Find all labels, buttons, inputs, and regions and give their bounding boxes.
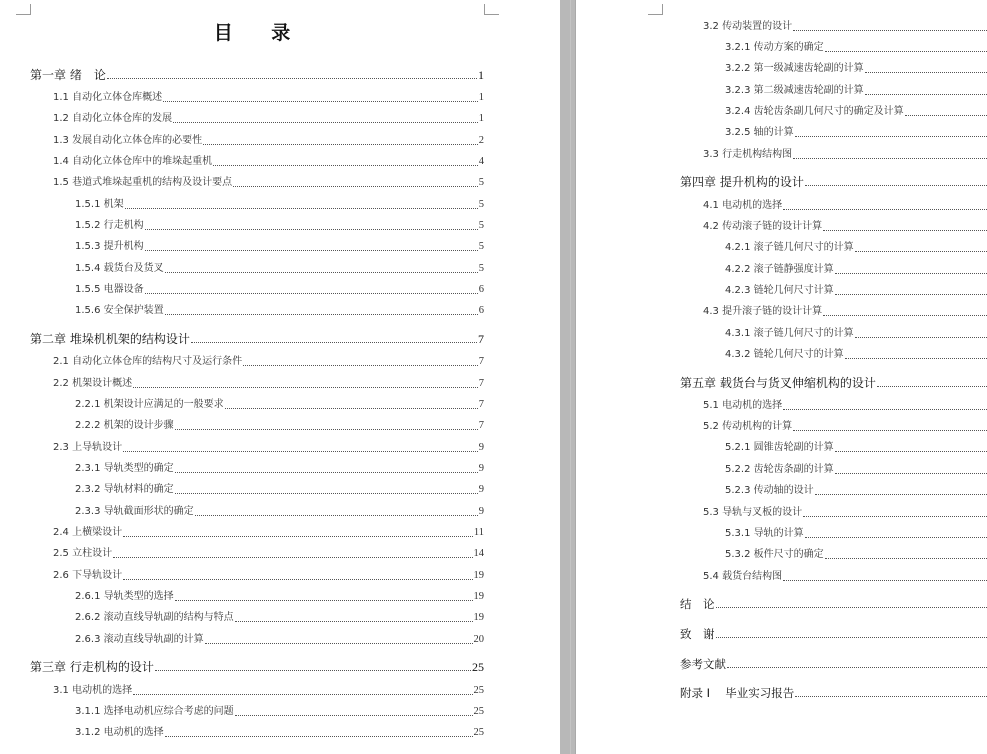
dot-leader — [825, 558, 987, 559]
toc-entry[interactable] — [75, 726, 484, 740]
toc-chapter-entry[interactable] — [680, 376, 987, 390]
toc-entry[interactable] — [75, 505, 484, 519]
dot-leader — [855, 251, 987, 252]
dot-leader — [865, 72, 987, 73]
toc-entry[interactable] — [75, 304, 484, 318]
toc-page-number: 6 — [478, 284, 484, 295]
toc-entry-title: 5.1 电动机的选择 — [703, 400, 783, 411]
toc-entry[interactable] — [53, 684, 484, 698]
dot-leader — [835, 273, 987, 274]
toc-entry-title: 2.3.1 导轨类型的确定 — [75, 463, 174, 474]
toc-page-number: 1 — [478, 68, 484, 82]
toc-entry-title: 1.4 自动化立体仓库中的堆垛起重机 — [53, 156, 213, 167]
dot-leader — [175, 600, 473, 601]
toc-entry-title: 2.5 立柱设计 — [53, 548, 113, 559]
toc-page-number: 19 — [473, 570, 484, 581]
toc-page-number: 9 — [478, 484, 484, 495]
toc-entry-title: 参考文献 — [680, 657, 726, 671]
toc-entry-title: 3.1.2 电动机的选择 — [75, 727, 164, 738]
toc-entry-title: 4.2.3 链轮几何尺寸计算 — [725, 285, 834, 296]
toc-entry[interactable] — [725, 284, 987, 298]
toc-entry-title: 4.2.1 滚子链几何尺寸的计算 — [725, 242, 854, 253]
dot-leader — [835, 473, 987, 474]
toc-entry-title: 结 论 — [680, 597, 715, 611]
toc-chapter-entry[interactable] — [30, 660, 484, 674]
dot-leader — [815, 494, 987, 495]
toc-entry[interactable] — [703, 420, 987, 434]
toc-entry-title: 1.2 自动化立体仓库的发展 — [53, 113, 173, 124]
dot-leader — [175, 472, 478, 473]
toc-entry-title: 5.3.2 板件尺寸的确定 — [725, 549, 824, 560]
toc-entry-title: 5.3.1 导轨的计算 — [725, 528, 804, 539]
dot-leader — [783, 209, 987, 210]
dot-leader — [165, 272, 478, 273]
dot-leader — [123, 579, 472, 580]
toc-chapter-entry[interactable] — [30, 68, 484, 82]
toc-entry[interactable] — [53, 134, 484, 148]
toc-entry[interactable] — [725, 484, 987, 498]
toc-entry-title: 1.5.1 机架 — [75, 199, 124, 210]
dot-leader — [145, 250, 478, 251]
toc-page-number: 5 — [478, 177, 484, 188]
toc-entry[interactable] — [703, 199, 987, 213]
dot-leader — [145, 229, 478, 230]
dot-leader — [716, 637, 987, 638]
toc-page-number: 25 — [472, 660, 484, 674]
dot-leader — [795, 136, 987, 137]
toc-entry-title: 2.3 上导轨设计 — [53, 442, 123, 453]
dot-leader — [803, 516, 987, 517]
toc-entry[interactable] — [725, 241, 987, 255]
toc-entry[interactable] — [53, 355, 484, 369]
dot-leader — [165, 314, 478, 315]
toc-entry-title: 3.2 传动装置的设计 — [703, 21, 793, 32]
toc-entry[interactable] — [75, 590, 484, 604]
toc-entry-title: 2.2.2 机架的设计步骤 — [75, 420, 174, 431]
toc-entry-title: 5.4 载货台结构图 — [703, 571, 783, 582]
toc-entry[interactable] — [53, 155, 484, 169]
toc-entry[interactable] — [75, 462, 484, 476]
page-gutter — [560, 0, 576, 754]
toc-entry-title: 第三章 行走机构的设计 — [30, 660, 154, 674]
toc-entry[interactable] — [53, 526, 484, 540]
dot-leader — [195, 515, 478, 516]
dot-leader — [835, 294, 987, 295]
dot-leader — [191, 342, 477, 343]
toc-entry[interactable] — [680, 627, 987, 641]
dot-leader — [825, 51, 987, 52]
dot-leader — [155, 670, 471, 671]
toc-entry-title: 2.6.2 滚动直线导轨副的结构与特点 — [75, 612, 234, 623]
toc-page-number: 1 — [478, 113, 484, 124]
toc-entry[interactable] — [725, 441, 987, 455]
dot-leader — [845, 358, 987, 359]
toc-entry-title: 2.6.3 滚动直线导轨副的计算 — [75, 634, 204, 645]
dot-leader — [225, 408, 478, 409]
toc-entry[interactable] — [53, 441, 484, 455]
dot-leader — [795, 696, 987, 697]
toc-page-number: 2 — [478, 135, 484, 146]
toc-entry-title: 3.2.2 第一级减速齿轮副的计算 — [725, 63, 864, 74]
toc-entry-title: 4.1 电动机的选择 — [703, 200, 783, 211]
toc-entry[interactable] — [703, 506, 987, 520]
dot-leader — [175, 493, 478, 494]
toc-entry-title: 1.5.6 安全保护装置 — [75, 305, 164, 316]
toc-entry[interactable] — [75, 219, 484, 233]
toc-entry[interactable] — [703, 148, 987, 162]
toc-entry-title: 致 谢 — [680, 627, 715, 641]
dot-leader — [905, 115, 987, 116]
toc-page-number: 1 — [478, 92, 484, 103]
toc-page-number: 25 — [473, 685, 484, 696]
dot-leader — [716, 607, 987, 608]
dot-leader — [175, 429, 478, 430]
toc-entry-title: 4.3 提升滚子链的设计计算 — [703, 306, 823, 317]
toc-page-number: 6 — [478, 305, 484, 316]
toc-entry[interactable] — [53, 91, 484, 105]
toc-page-number: 5 — [478, 220, 484, 231]
dot-leader — [133, 387, 478, 388]
toc-entry[interactable] — [703, 220, 987, 234]
toc-page-number: 9 — [478, 442, 484, 453]
toc-entry[interactable] — [725, 463, 987, 477]
toc-entry[interactable] — [725, 126, 987, 140]
dot-leader — [125, 208, 478, 209]
toc-page-number: 7 — [478, 356, 484, 367]
toc-entry[interactable] — [75, 483, 484, 497]
toc-page-number: 25 — [473, 706, 484, 717]
toc-entry-title: 2.2.1 机架设计应满足的一般要求 — [75, 399, 224, 410]
toc-entry-title: 5.3 导轨与叉板的设计 — [703, 507, 803, 518]
toc-entry-title: 1.5.3 提升机构 — [75, 241, 144, 252]
toc-entry-title: 3.1.1 选择电动机应综合考虑的问题 — [75, 706, 234, 717]
toc-entry-title: 1.5.5 电器设备 — [75, 284, 144, 295]
dot-leader — [173, 122, 478, 123]
toc-entry-title: 1.5.2 行走机构 — [75, 220, 144, 231]
toc-entry-title: 2.3.2 导轨材料的确定 — [75, 484, 174, 495]
toc-entry[interactable] — [75, 611, 484, 625]
toc-chapter-entry[interactable] — [30, 332, 484, 346]
toc-entry[interactable] — [53, 176, 484, 190]
toc-entry[interactable] — [703, 570, 987, 584]
dot-leader — [113, 557, 472, 558]
toc-entry-title: 第二章 堆垛机机架的结构设计 — [30, 332, 190, 346]
toc-entry-title: 第四章 提升机构的设计 — [680, 175, 804, 189]
toc-entry[interactable] — [680, 686, 987, 700]
toc-entry[interactable] — [725, 263, 987, 277]
toc-entry[interactable] — [75, 198, 484, 212]
toc-entry[interactable] — [75, 240, 484, 254]
toc-entry-title: 2.1 自动化立体仓库的结构尺寸及运行条件 — [53, 356, 243, 367]
toc-entry[interactable] — [75, 705, 484, 719]
dot-leader — [213, 165, 478, 166]
toc-page-number: 11 — [473, 527, 484, 538]
toc-entry-title: 5.2.3 传动轴的设计 — [725, 485, 814, 496]
toc-page-number: 25 — [473, 727, 484, 738]
toc-entry-title: 2.2 机架设计概述 — [53, 378, 133, 389]
dot-leader — [107, 78, 477, 79]
dot-leader — [205, 643, 473, 644]
toc-page-number: 5 — [478, 241, 484, 252]
toc-entry-title: 1.5 巷道式堆垛起重机的结构及设计要点 — [53, 177, 233, 188]
toc-page-number: 9 — [478, 463, 484, 474]
dot-leader — [235, 621, 473, 622]
toc-page-number: 4 — [478, 156, 484, 167]
dot-leader — [793, 158, 987, 159]
toc-entry[interactable] — [725, 62, 987, 76]
toc-page-number: 9 — [478, 506, 484, 517]
dot-leader — [865, 94, 987, 95]
dot-leader — [823, 230, 987, 231]
toc-entry-title: 3.2.3 第二级减速齿轮副的计算 — [725, 85, 864, 96]
toc-entry-title: 4.2.2 滚子链静强度计算 — [725, 264, 834, 275]
toc-entry-title: 1.1 自动化立体仓库概述 — [53, 92, 163, 103]
toc-page-number: 7 — [478, 399, 484, 410]
dot-leader — [123, 536, 473, 537]
toc-entry[interactable] — [703, 305, 987, 319]
toc-entry[interactable] — [75, 262, 484, 276]
toc-entry[interactable] — [725, 84, 987, 98]
toc-entry-title: 3.1 电动机的选择 — [53, 685, 133, 696]
margin-corner-mark — [648, 4, 663, 15]
dot-leader — [805, 185, 987, 186]
toc-entry[interactable] — [53, 112, 484, 126]
toc-entry[interactable] — [725, 527, 987, 541]
dot-leader — [823, 315, 987, 316]
dot-leader — [855, 337, 987, 338]
toc-entry-title: 1.5.4 载货台及货叉 — [75, 263, 164, 274]
toc-entry[interactable] — [725, 548, 987, 562]
dot-leader — [165, 736, 473, 737]
toc-entry-title: 5.2 传动机构的计算 — [703, 421, 793, 432]
dot-leader — [793, 430, 987, 431]
toc-page-number: 7 — [478, 378, 484, 389]
toc-entry-title: 3.2.4 齿轮齿条副几何尺寸的确定及计算 — [725, 106, 904, 117]
toc-entry-title: 2.3.3 导轨截面形状的确定 — [75, 506, 194, 517]
toc-entry[interactable] — [725, 348, 987, 362]
dot-leader — [163, 101, 478, 102]
toc-entry[interactable] — [75, 398, 484, 412]
dot-leader — [133, 694, 472, 695]
toc-entry-title: 1.3 发展自动化立体仓库的必要性 — [53, 135, 203, 146]
toc-page-number: 5 — [478, 263, 484, 274]
toc-entry[interactable] — [680, 597, 987, 611]
document-page-right — [576, 0, 987, 754]
toc-entry-title: 第五章 载货台与货叉伸缩机构的设计 — [680, 376, 876, 390]
dot-leader — [805, 537, 987, 538]
dot-leader — [793, 30, 987, 31]
toc-entry[interactable] — [53, 569, 484, 583]
toc-entry[interactable] — [725, 327, 987, 341]
toc-entry[interactable] — [725, 41, 987, 55]
toc-entry[interactable] — [703, 399, 987, 413]
dot-leader — [783, 580, 987, 581]
toc-entry-title: 3.2.1 传动方案的确定 — [725, 42, 824, 53]
dot-leader — [727, 667, 987, 668]
toc-entry-title: 4.2 传动滚子链的设计计算 — [703, 221, 823, 232]
margin-corner-mark — [16, 4, 31, 15]
toc-entry[interactable] — [725, 105, 987, 119]
dot-leader — [145, 293, 478, 294]
dot-leader — [203, 144, 478, 145]
toc-page-number: 7 — [478, 420, 484, 431]
toc-entry-title: 3.2.5 轴的计算 — [725, 127, 794, 138]
toc-entry-title: 5.2.1 圆锥齿轮副的计算 — [725, 442, 834, 453]
toc-page-number: 7 — [478, 332, 484, 346]
toc-entry[interactable] — [53, 547, 484, 561]
toc-entry-title: 附录 I 毕业实习报告 — [680, 686, 795, 700]
toc-entry-title: 4.3.1 滚子链几何尺寸的计算 — [725, 328, 854, 339]
dot-leader — [835, 451, 987, 452]
toc-entry[interactable] — [680, 657, 987, 671]
toc-entry-title: 第一章 绪 论 — [30, 68, 106, 82]
toc-title: 目 录 — [213, 22, 307, 44]
toc-entry-title: 4.3.2 链轮几何尺寸的计算 — [725, 349, 844, 360]
toc-page-number: 14 — [473, 548, 484, 559]
toc-entry-title: 2.4 上横梁设计 — [53, 527, 123, 538]
toc-entry-title: 5.2.2 齿轮齿条副的计算 — [725, 464, 834, 475]
toc-entry[interactable] — [75, 283, 484, 297]
dot-leader — [123, 451, 478, 452]
toc-entry[interactable] — [75, 633, 484, 647]
toc-entry[interactable] — [703, 20, 987, 34]
toc-entry[interactable] — [75, 419, 484, 433]
toc-entry-title: 2.6.1 导轨类型的选择 — [75, 591, 174, 602]
toc-entry[interactable] — [53, 377, 484, 391]
margin-corner-mark — [484, 4, 499, 15]
dot-leader — [233, 186, 478, 187]
dot-leader — [877, 386, 987, 387]
toc-page-number: 19 — [473, 612, 484, 623]
dot-leader — [783, 409, 987, 410]
dot-leader — [243, 365, 478, 366]
toc-page-number: 20 — [473, 634, 484, 645]
toc-chapter-entry[interactable] — [680, 175, 987, 189]
toc-page-number: 5 — [478, 199, 484, 210]
dot-leader — [235, 715, 473, 716]
toc-entry-title: 3.3 行走机构结构图 — [703, 149, 793, 160]
toc-page-number: 19 — [473, 591, 484, 602]
toc-entry-title: 2.6 下导轨设计 — [53, 570, 123, 581]
